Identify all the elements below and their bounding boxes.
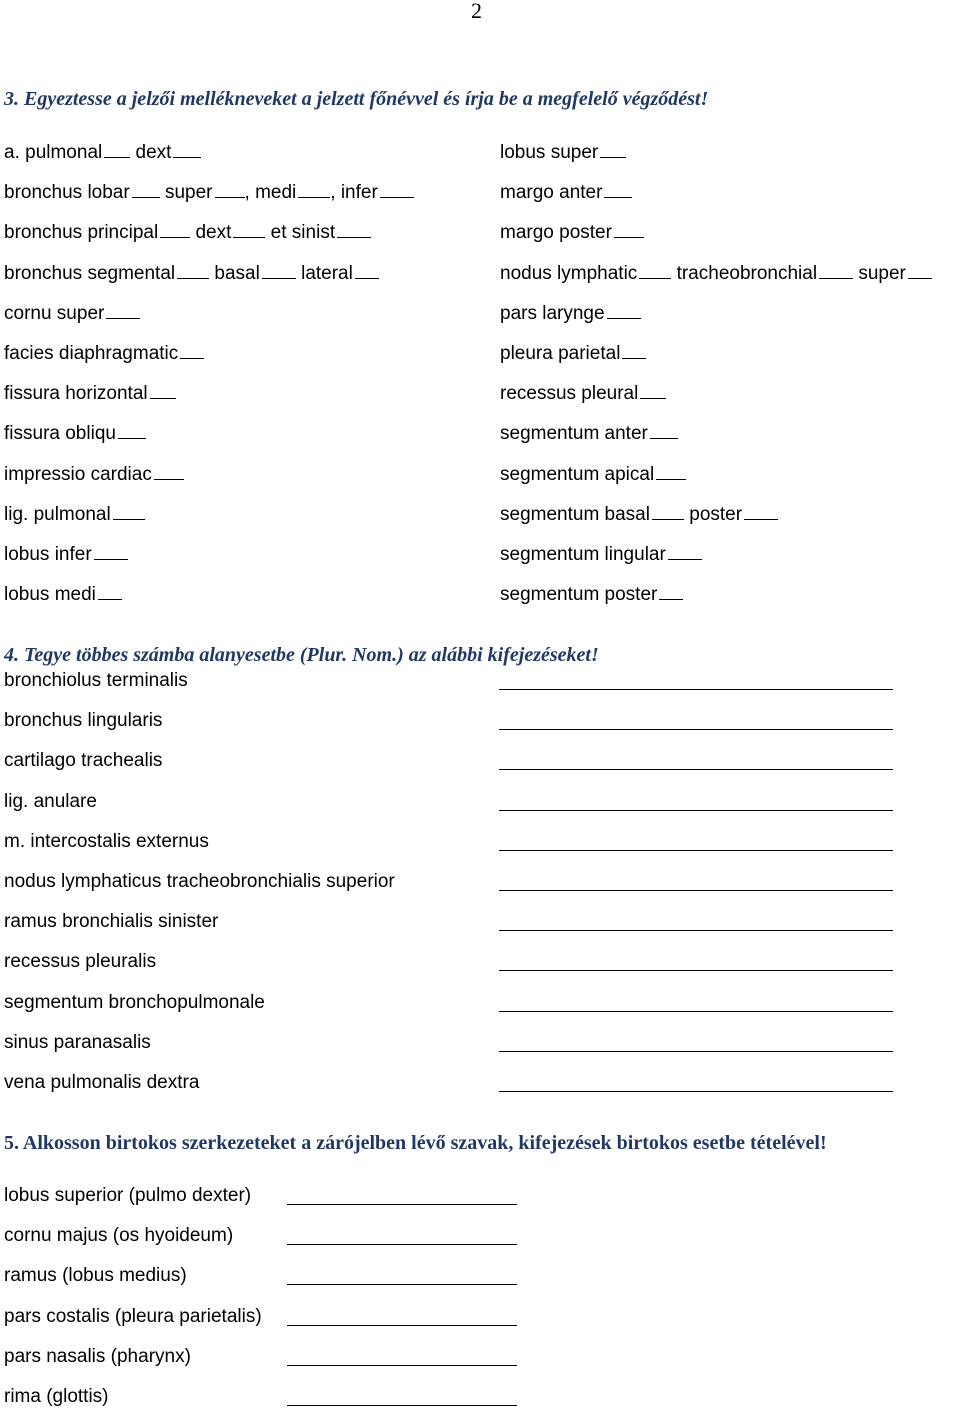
s4-term: sinus paranasalis (4, 1031, 151, 1053)
term-text: cornu super (4, 302, 105, 324)
term-text: , infer (330, 182, 378, 204)
term-text: basal (209, 262, 260, 284)
s3-left-item (4, 341, 204, 366)
term-text: margo poster (500, 222, 612, 244)
term-text: bronchus lobar (4, 182, 130, 204)
s4-term: bronchus lingularis (4, 710, 163, 732)
answer-blank[interactable] (215, 180, 245, 198)
answer-blank[interactable] (154, 462, 184, 480)
s4-answer-line[interactable] (499, 689, 893, 690)
term-text: segmentum lingular (500, 544, 666, 565)
term-text: facies diaphragmatic (4, 343, 179, 364)
term-text: nodus lymphatic (500, 262, 638, 284)
term-text: lobus super (500, 142, 599, 163)
answer-blank[interactable] (607, 301, 641, 319)
s3-right-item (500, 502, 778, 527)
s5-term: ramus (lobus medius) (4, 1265, 187, 1287)
term-text: pars larynge (500, 302, 605, 324)
s3-right-item (500, 381, 666, 406)
s5-answer-line[interactable] (287, 1405, 517, 1406)
term-text: pleura parietal (500, 343, 621, 364)
s3-right-item (500, 220, 644, 245)
term-text: segmentum anter (500, 423, 648, 445)
s4-answer-line[interactable] (499, 890, 893, 891)
term-text: dext (190, 222, 232, 244)
term-text: tracheobronchial (671, 262, 818, 284)
s5-term: rima (glottis) (4, 1386, 109, 1407)
s3-left-item (4, 462, 184, 487)
s3-right-item (500, 582, 683, 607)
s5-answer-line[interactable] (287, 1325, 517, 1326)
answer-blank[interactable] (600, 140, 626, 158)
s3-right-item (500, 140, 626, 165)
s5-answer-line[interactable] (287, 1365, 517, 1366)
section5-title: 5. Alkosson birtokos szerkezeteket a zárójelben lévő szavak, kifejezések birtokos esetbe tételével! (4, 1132, 827, 1154)
s5-answer-line[interactable] (287, 1244, 517, 1245)
term-text: super (853, 262, 906, 284)
s4-term: vena pulmonalis dextra (4, 1072, 200, 1093)
answer-blank[interactable] (622, 341, 646, 359)
answer-blank[interactable] (132, 180, 160, 198)
s3-right-item (500, 421, 678, 446)
term-text: segmentum poster (500, 584, 658, 606)
answer-blank[interactable] (604, 180, 632, 198)
answer-blank[interactable] (173, 140, 201, 158)
term-text: lobus infer (4, 544, 92, 565)
s3-left-item (4, 381, 176, 406)
s3-right-item (500, 542, 702, 567)
s4-answer-line[interactable] (499, 810, 893, 811)
answer-blank[interactable] (337, 220, 371, 238)
s4-answer-line[interactable] (499, 1091, 893, 1092)
answer-blank[interactable] (106, 301, 140, 319)
term-text: poster (683, 503, 743, 525)
term-text: lateral (295, 262, 353, 284)
s3-left-item (4, 542, 128, 567)
answer-blank[interactable] (614, 220, 644, 238)
term-text: dext (130, 142, 172, 163)
s5-answer-line[interactable] (287, 1284, 517, 1285)
s4-term: recessus pleuralis (4, 951, 157, 973)
s4-answer-line[interactable] (499, 769, 893, 770)
answer-blank[interactable] (640, 381, 666, 399)
term-text: , medi (244, 182, 297, 204)
answer-blank[interactable] (118, 421, 146, 439)
term-text: fissura obliqu (4, 423, 116, 445)
s3-left-item (4, 421, 146, 446)
s3-left-item (4, 261, 379, 286)
answer-blank[interactable] (639, 261, 671, 279)
term-text: et sinist (265, 222, 336, 244)
answer-blank[interactable] (177, 261, 209, 279)
s4-term: nodus lymphaticus tracheobronchialis superior (4, 871, 395, 892)
s3-right-item (500, 301, 641, 326)
term-text: recessus pleural (500, 383, 639, 405)
answer-blank[interactable] (233, 220, 265, 238)
term-text: segmentum apical (500, 463, 655, 485)
s4-term: m. intercostalis externus (4, 830, 209, 852)
s4-answer-line[interactable] (499, 1011, 893, 1012)
answer-blank[interactable] (819, 261, 853, 279)
s4-term: cartilago trachealis (4, 750, 163, 772)
answer-blank[interactable] (180, 341, 204, 359)
answer-blank[interactable] (113, 502, 145, 520)
s4-answer-line[interactable] (499, 1051, 893, 1052)
s4-term: ramus bronchialis sinister (4, 911, 219, 933)
s3-left-item (4, 502, 145, 527)
answer-blank[interactable] (668, 542, 702, 560)
answer-blank[interactable] (94, 542, 128, 560)
s5-term: pars costalis (pleura parietalis) (4, 1305, 262, 1327)
term-text: margo anter (500, 182, 603, 204)
section4-title: 4. Tegye többes számba alanyesetbe (Plur. Nom.) az alábbi kifejezéseket! (4, 644, 599, 666)
term-text: bronchus principal (4, 222, 159, 244)
term-text: impressio cardiac (4, 463, 152, 485)
s5-term: pars nasalis (pharynx) (4, 1345, 191, 1367)
section3-title: 3. Egyeztesse a jelzői mellékneveket a jelzett főnévvel és írja be a megfelelő végződést! (4, 88, 709, 110)
answer-blank[interactable] (355, 261, 379, 279)
s4-term: lig. anulare (4, 790, 97, 812)
answer-blank[interactable] (659, 582, 683, 600)
s3-right-item (500, 261, 932, 286)
s5-answer-line[interactable] (287, 1204, 517, 1205)
term-text: super (159, 182, 213, 204)
s5-term: lobus superior (pulmo dexter) (4, 1185, 252, 1206)
s3-right-item (500, 180, 632, 205)
s3-right-item (500, 462, 686, 487)
answer-blank[interactable] (298, 180, 330, 198)
term-text: fissura horizontal (4, 383, 148, 405)
answer-blank[interactable] (262, 261, 296, 279)
s3-left-item (4, 582, 122, 607)
s4-answer-line[interactable] (499, 970, 893, 971)
term-text: bronchus segmental (4, 262, 176, 284)
answer-blank[interactable] (160, 220, 190, 238)
s3-left-item (4, 220, 371, 245)
answer-blank[interactable] (98, 582, 122, 600)
page-number: 2 (471, 0, 482, 23)
term-text: segmentum basal (500, 503, 650, 525)
s4-answer-line[interactable] (499, 930, 893, 931)
s3-left-item (4, 180, 414, 205)
answer-blank[interactable] (656, 462, 686, 480)
s3-right-item (500, 341, 646, 366)
s4-term: bronchiolus terminalis (4, 670, 188, 691)
answer-blank[interactable] (380, 180, 414, 198)
answer-blank[interactable] (650, 421, 678, 439)
s4-answer-line[interactable] (499, 850, 893, 851)
term-text: lobus medi (4, 584, 96, 606)
answer-blank[interactable] (744, 502, 778, 520)
answer-blank[interactable] (908, 261, 932, 279)
s4-term: segmentum bronchopulmonale (4, 991, 265, 1013)
s3-left-item (4, 301, 140, 326)
term-text: a. pulmonal (4, 142, 103, 163)
s4-answer-line[interactable] (499, 729, 893, 730)
answer-blank[interactable] (652, 502, 684, 520)
answer-blank[interactable] (104, 140, 130, 158)
s3-left-item (4, 140, 201, 165)
s5-term: cornu majus (os hyoideum) (4, 1225, 234, 1247)
term-text: lig. pulmonal (4, 503, 111, 525)
answer-blank[interactable] (150, 381, 176, 399)
